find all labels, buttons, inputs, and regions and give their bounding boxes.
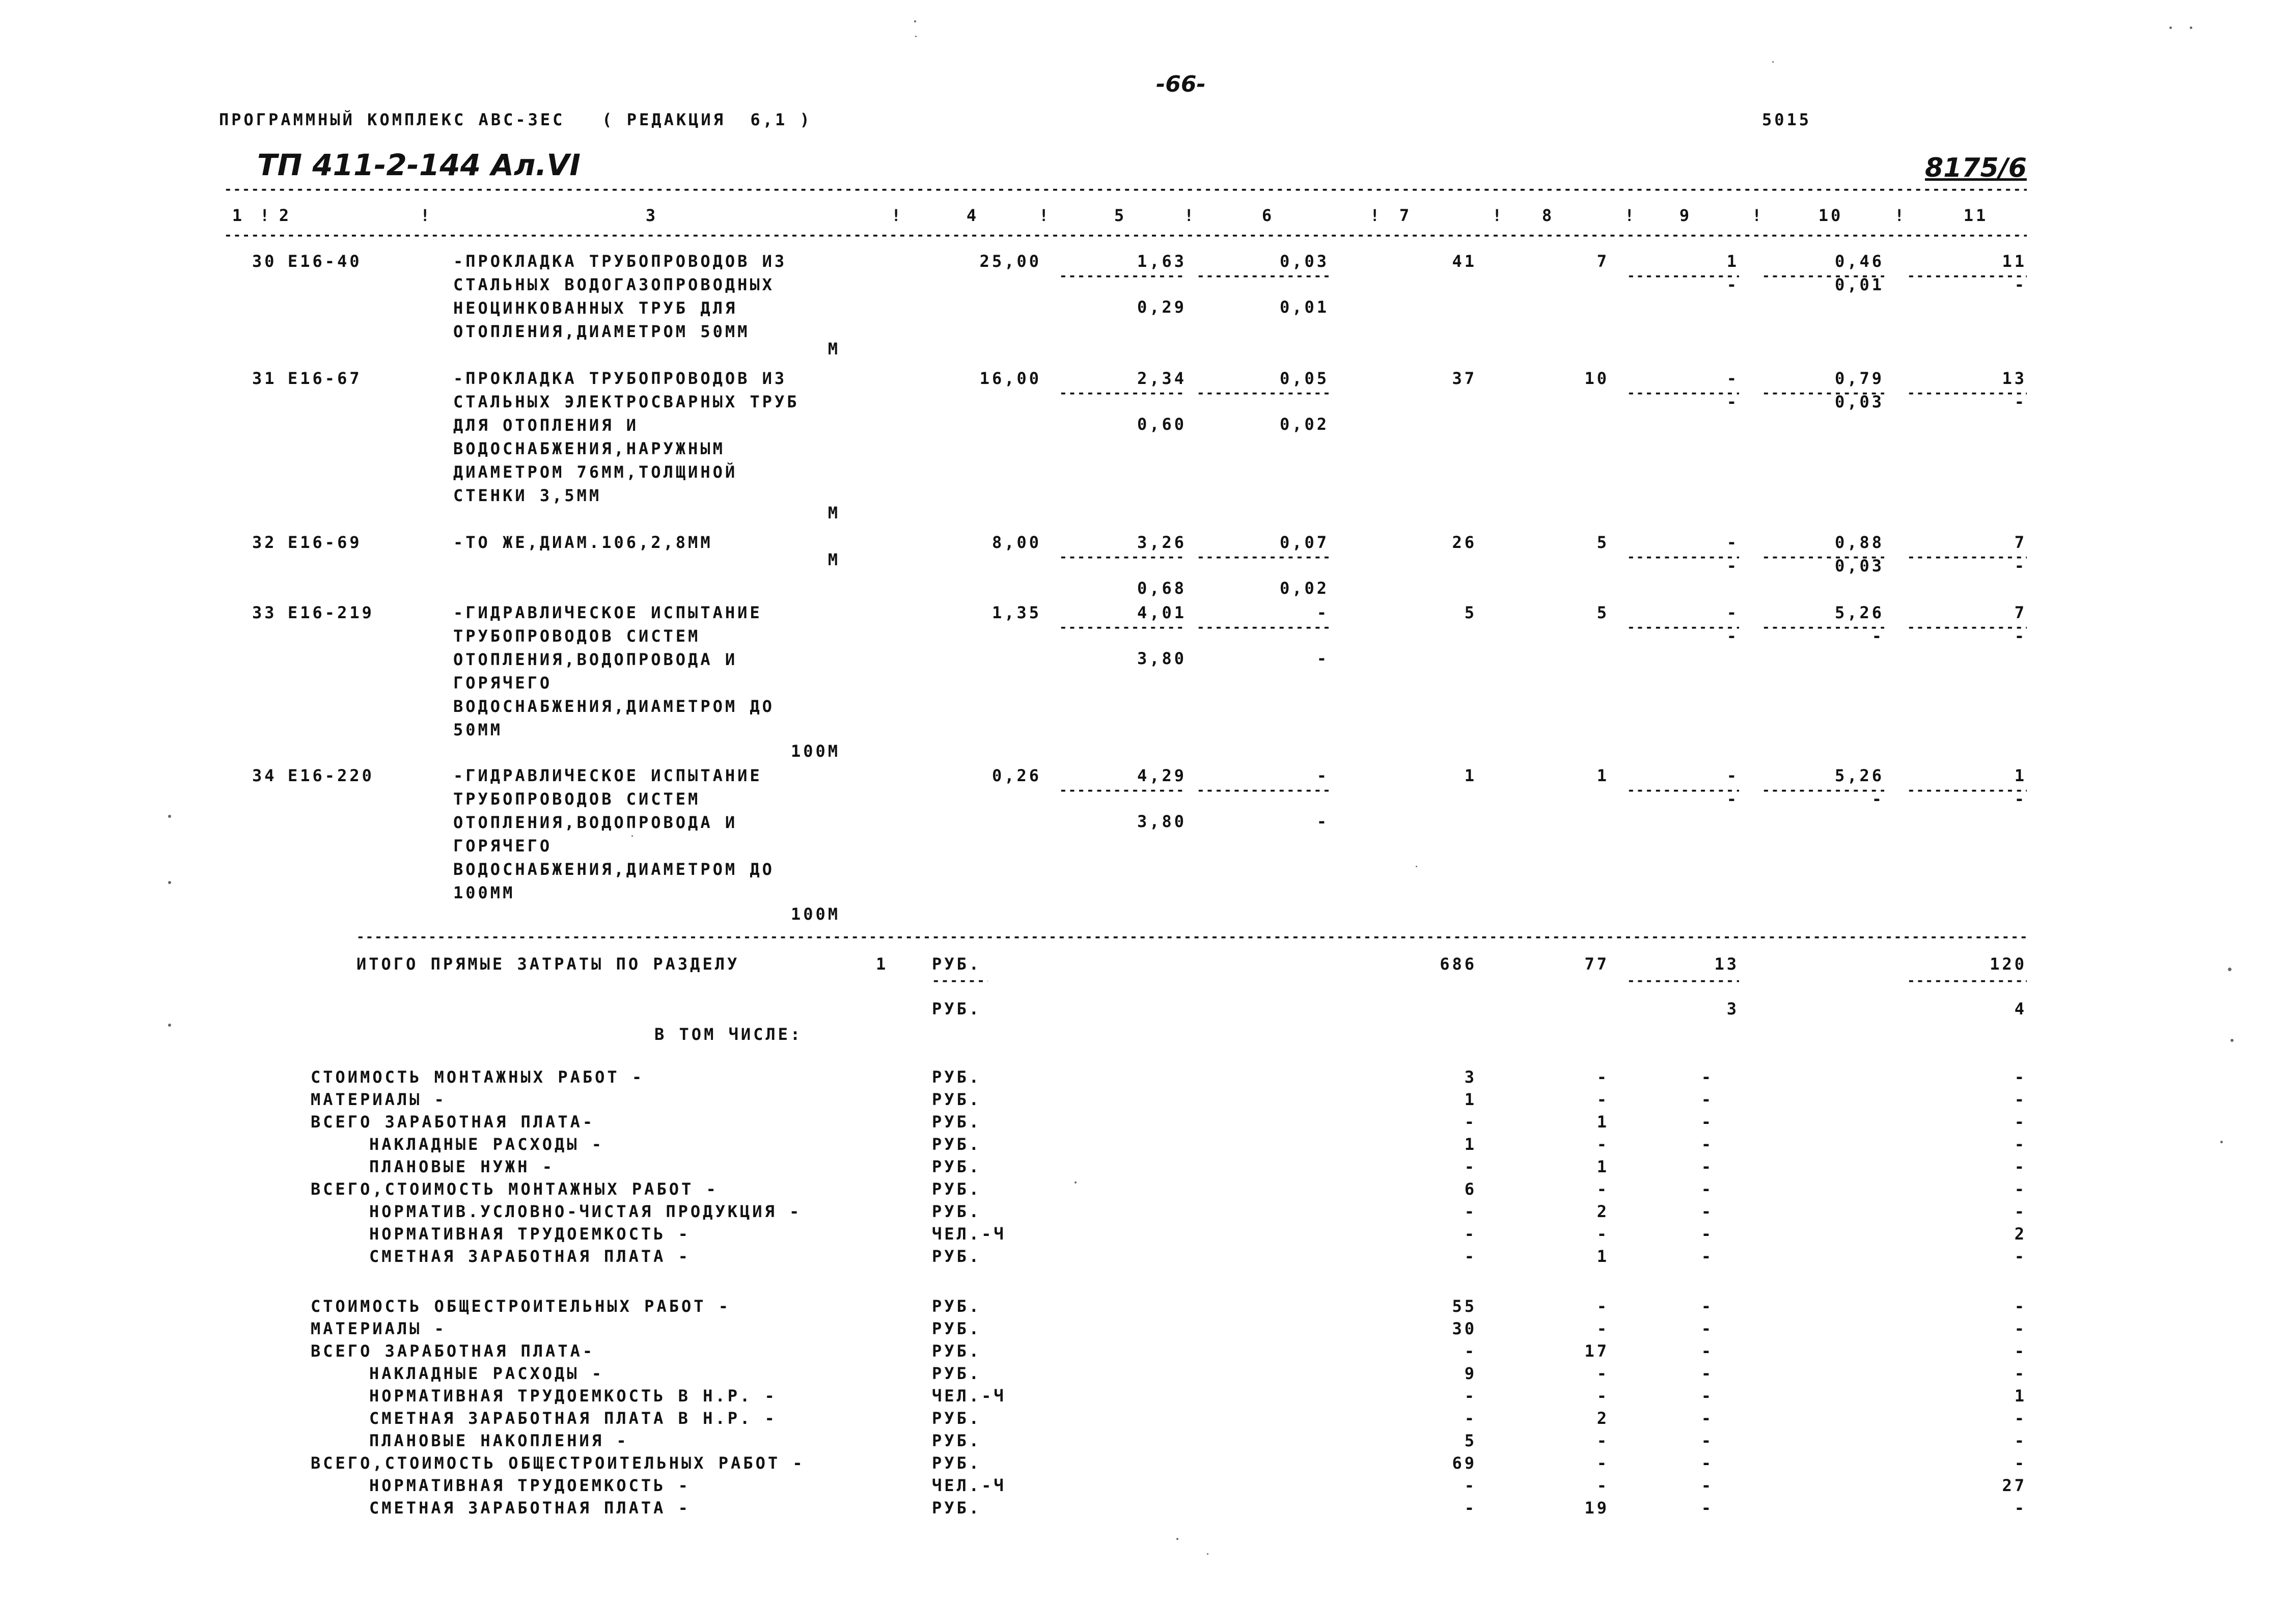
breakdown-col8: -	[1596, 1319, 1609, 1338]
row-col8: 10	[1584, 369, 1609, 388]
row-col10-top: 5,26	[1834, 603, 1884, 622]
row-description-line: -ПРОКЛАДКА ТРУБОПРОВОДОВ ИЗ	[453, 252, 787, 271]
breakdown-col9: -	[1701, 1476, 1714, 1495]
breakdown-unit: РУБ.	[932, 1067, 982, 1087]
row-code: Е16-220	[288, 766, 374, 785]
row-description-line: ОТОПЛЕНИЯ,ВОДОПРОВОДА И	[453, 813, 738, 832]
row-col11-top: 1	[2014, 766, 2027, 785]
breakdown-label: ВСЕГО,СТОИМОСТЬ МОНТАЖНЫХ РАБОТ -	[311, 1179, 719, 1199]
row-col10-bottom: -	[1871, 789, 1884, 809]
breakdown-unit: РУБ.	[932, 1157, 982, 1176]
row-col9-bottom: -	[1726, 392, 1739, 411]
row-col8: 5	[1596, 603, 1609, 622]
breakdown-col11: -	[2014, 1247, 2027, 1266]
row-description-line: -ТО ЖЕ,ДИАМ.106,2,8ММ	[453, 533, 713, 552]
row-col10-bottom: -	[1871, 626, 1884, 646]
breakdown-col7: -	[1464, 1341, 1477, 1361]
breakdown-col7: 3	[1464, 1067, 1477, 1087]
breakdown-label: СМЕТНАЯ ЗАРАБОТНАЯ ПЛАТА В Н.Р. -	[369, 1409, 777, 1428]
column-separator: !	[891, 206, 904, 225]
breakdown-col9: -	[1701, 1112, 1714, 1132]
row-quantity: 25,00	[979, 252, 1041, 271]
breakdown-unit: РУБ.	[932, 1364, 982, 1383]
row-col7: 37	[1452, 369, 1477, 388]
scan-speck	[168, 1024, 171, 1027]
row-col9-top: -	[1726, 533, 1739, 552]
row-col5-divider	[1059, 388, 1187, 398]
row-col6-divider	[1197, 785, 1329, 795]
breakdown-col8: 19	[1584, 1498, 1609, 1518]
row-col9-bottom: -	[1726, 275, 1739, 294]
breakdown-col9: -	[1701, 1247, 1714, 1266]
breakdown-unit: РУБ.	[932, 1090, 982, 1109]
page-number: -66-	[1156, 71, 1206, 97]
header-rule-bottom	[224, 230, 2027, 240]
breakdown-unit: РУБ.	[932, 1409, 982, 1428]
column-separator: !	[1624, 206, 1637, 225]
breakdown-col8: -	[1596, 1476, 1609, 1495]
row-col7: 5	[1464, 603, 1477, 622]
row-description-line: СТАЛЬНЫХ ВОДОГАЗОПРОВОДНЫХ	[453, 275, 775, 294]
breakdown-unit: РУБ.	[932, 1112, 982, 1132]
total-col9-divider	[1627, 976, 1739, 986]
breakdown-col7: 9	[1464, 1364, 1477, 1383]
breakdown-unit: РУБ.	[932, 1179, 982, 1199]
row-col10-bottom: 0,03	[1834, 392, 1884, 411]
breakdown-col7: 55	[1452, 1297, 1477, 1316]
total-label: ИТОГО ПРЯМЫЕ ЗАТРАТЫ ПО РАЗДЕЛУ	[356, 954, 740, 974]
row-col6-divider	[1197, 388, 1329, 398]
row-description-line: -ГИДРАВЛИЧЕСКОЕ ИСПЫТАНИЕ	[453, 766, 762, 785]
row-col5-top: 3,26	[1137, 533, 1187, 552]
row-col9-bottom: -	[1726, 789, 1739, 809]
row-col11-top: 7	[2014, 603, 2027, 622]
row-col5-bottom: 0,60	[1137, 415, 1187, 434]
row-description-line: -ПРОКЛАДКА ТРУБОПРОВОДОВ ИЗ	[453, 369, 787, 388]
total-col7: 686	[1440, 954, 1477, 974]
program-header: ПРОГРАММНЫЙ КОМПЛЕКС АВС-ЗЕС ( РЕДАКЦИЯ 6,1 )	[219, 110, 812, 129]
breakdown-col8: -	[1596, 1386, 1609, 1406]
breakdown-col11: -	[2014, 1431, 2027, 1450]
breakdown-col9: -	[1701, 1157, 1714, 1176]
breakdown-col8: -	[1596, 1431, 1609, 1450]
breakdown-col7: 6	[1464, 1179, 1477, 1199]
column-header-5: 5	[1114, 206, 1127, 225]
breakdown-unit: РУБ.	[932, 1135, 982, 1154]
breakdown-col11: -	[2014, 1341, 2027, 1361]
breakdown-col8: -	[1596, 1067, 1609, 1087]
breakdown-col11: 27	[2002, 1476, 2027, 1495]
scan-speck	[2190, 26, 2192, 29]
breakdown-col8: -	[1596, 1135, 1609, 1154]
row-description-line: ГОРЯЧЕГО	[453, 673, 553, 693]
row-unit: М	[828, 550, 840, 569]
row-description-line: 100ММ	[453, 883, 515, 902]
total-col11-top: 120	[1990, 954, 2027, 974]
breakdown-unit: РУБ.	[932, 1431, 982, 1450]
scan-speck	[2230, 1039, 2234, 1042]
breakdown-col8: -	[1596, 1179, 1609, 1199]
breakdown-col9: -	[1701, 1341, 1714, 1361]
breakdown-col9: -	[1701, 1090, 1714, 1109]
row-col5-top: 4,29	[1137, 766, 1187, 785]
breakdown-label: НОРМАТИВНАЯ ТРУДОЕМКОСТЬ В Н.Р. -	[369, 1386, 777, 1406]
row-col5-top: 1,63	[1137, 252, 1187, 271]
breakdown-col7: 1	[1464, 1090, 1477, 1109]
scan-speck	[914, 20, 916, 22]
column-header-9: 9	[1679, 206, 1692, 225]
breakdown-unit: РУБ.	[932, 1202, 982, 1221]
row-col10-top: 0,46	[1834, 252, 1884, 271]
row-col9-top: -	[1726, 369, 1739, 388]
breakdown-col11: -	[2014, 1090, 2027, 1109]
row-col5-divider	[1059, 271, 1187, 281]
row-col11-top: 7	[2014, 533, 2027, 552]
row-col7: 26	[1452, 533, 1477, 552]
row-col11-bottom: -	[2014, 392, 2027, 411]
scan-speck	[1207, 1553, 1208, 1555]
total-unit-1: РУБ.	[932, 954, 982, 974]
row-description-line: СТЕНКИ 3,5ММ	[453, 486, 602, 505]
breakdown-col8: 2	[1596, 1202, 1609, 1221]
row-description-line: ВОДОСНАБЖЕНИЯ,ДИАМЕТРОМ ДО	[453, 697, 775, 716]
row-quantity: 8,00	[991, 533, 1041, 552]
breakdown-col11: -	[2014, 1112, 2027, 1132]
breakdown-col9: -	[1701, 1498, 1714, 1518]
breakdown-col9: -	[1701, 1179, 1714, 1199]
row-col9-top: -	[1726, 766, 1739, 785]
breakdown-col8: -	[1596, 1224, 1609, 1244]
row-col11-bottom: -	[2014, 275, 2027, 294]
project-reference: ТП 411-2-144 Ал.VI	[257, 148, 581, 182]
breakdown-col11: 2	[2014, 1224, 2027, 1244]
breakdown-col9: -	[1701, 1364, 1714, 1383]
breakdown-col11: -	[2014, 1297, 2027, 1316]
breakdown-col11: -	[2014, 1179, 2027, 1199]
breakdown-col7: -	[1464, 1157, 1477, 1176]
breakdown-col7: -	[1464, 1386, 1477, 1406]
breakdown-label: СМЕТНАЯ ЗАРАБОТНАЯ ПЛАТА -	[369, 1247, 691, 1266]
row-col11-bottom: -	[2014, 626, 2027, 646]
row-number: 30	[252, 252, 277, 271]
breakdown-unit: РУБ.	[932, 1297, 982, 1316]
breakdown-col7: -	[1464, 1202, 1477, 1221]
breakdown-label: ВСЕГО,СТОИМОСТЬ ОБЩЕСТРОИТЕЛЬНЫХ РАБОТ -	[311, 1453, 805, 1473]
breakdown-col11: -	[2014, 1157, 2027, 1176]
row-code: Е16-219	[288, 603, 374, 622]
breakdown-col9: -	[1701, 1067, 1714, 1087]
breakdown-unit: ЧЕЛ.-Ч	[932, 1476, 1006, 1495]
scan-speck	[1416, 866, 1417, 867]
breakdown-unit: РУБ.	[932, 1341, 982, 1361]
document-code: 5015	[1762, 110, 1812, 129]
column-header-3: 3	[645, 206, 658, 225]
row-number: 34	[252, 766, 277, 785]
breakdown-col8: 1	[1596, 1112, 1609, 1132]
row-col8: 7	[1596, 252, 1609, 271]
breakdown-col11: -	[2014, 1498, 2027, 1518]
row-col11-bottom: -	[2014, 556, 2027, 575]
breakdown-col7: -	[1464, 1409, 1477, 1428]
breakdown-col9: -	[1701, 1135, 1714, 1154]
breakdown-label: СТОИМОСТЬ ОБЩЕСТРОИТЕЛЬНЫХ РАБОТ -	[311, 1297, 731, 1316]
row-col7: 1	[1464, 766, 1477, 785]
total-unit-divider	[932, 976, 988, 986]
breakdown-col7: -	[1464, 1112, 1477, 1132]
breakdown-col7: -	[1464, 1247, 1477, 1266]
breakdown-label: ВСЕГО ЗАРАБОТНАЯ ПЛАТА-	[311, 1341, 595, 1361]
row-unit: 100М	[790, 904, 840, 924]
row-code: Е16-67	[288, 369, 362, 388]
breakdown-col7: -	[1464, 1224, 1477, 1244]
row-description-line: ТРУБОПРОВОДОВ СИСТЕМ	[453, 626, 701, 646]
column-separator: !	[1752, 206, 1765, 225]
row-col5-bottom: 3,80	[1137, 649, 1187, 668]
header-rule-top	[224, 184, 2027, 195]
column-separator: !	[1370, 206, 1383, 225]
row-col6-bottom: 0,01	[1279, 297, 1329, 317]
column-separator: !	[260, 206, 272, 225]
column-header-6: 6	[1261, 206, 1275, 225]
breakdown-label: МАТЕРИАЛЫ -	[311, 1090, 447, 1109]
total-col9-top: 13	[1714, 954, 1739, 974]
row-quantity: 1,35	[991, 603, 1041, 622]
row-description-line: ОТОПЛЕНИЯ,ВОДОПРОВОДА И	[453, 650, 738, 669]
row-col10-top: 0,79	[1834, 369, 1884, 388]
row-col6-top: -	[1316, 766, 1329, 785]
scan-speck	[631, 835, 633, 837]
breakdown-col11: 1	[2014, 1386, 2027, 1406]
row-col6-bottom: 0,02	[1279, 415, 1329, 434]
breakdown-col9: -	[1701, 1409, 1714, 1428]
breakdown-label: ПЛАНОВЫЕ НУЖН -	[369, 1157, 555, 1176]
breakdown-col11: -	[2014, 1364, 2027, 1383]
row-col11-top: 11	[2002, 252, 2027, 271]
breakdown-col8: -	[1596, 1090, 1609, 1109]
row-code: Е16-69	[288, 533, 362, 552]
column-header-8: 8	[1541, 206, 1555, 225]
total-col11-bottom: 4	[2014, 999, 2027, 1019]
breakdown-col7: -	[1464, 1476, 1477, 1495]
row-description-line: ВОДОСНАБЖЕНИЯ,ДИАМЕТРОМ ДО	[453, 860, 775, 879]
breakdown-label: НОРМАТИВНАЯ ТРУДОЕМКОСТЬ -	[369, 1476, 691, 1495]
scan-speck	[1176, 1538, 1178, 1540]
row-col7: 41	[1452, 252, 1477, 271]
row-code: Е16-40	[288, 252, 362, 271]
breakdown-col11: -	[2014, 1202, 2027, 1221]
breakdown-label: НАКЛАДНЫЕ РАСХОДЫ -	[369, 1135, 604, 1154]
breakdown-col8: 1	[1596, 1247, 1609, 1266]
breakdown-col7: 5	[1464, 1431, 1477, 1450]
breakdown-unit: РУБ.	[932, 1453, 982, 1473]
scan-speck	[1075, 1181, 1077, 1183]
row-col10-top: 0,88	[1834, 533, 1884, 552]
breakdown-col8: -	[1596, 1364, 1609, 1383]
row-col5-divider	[1059, 622, 1187, 632]
breakdown-col8: -	[1596, 1297, 1609, 1316]
sheet-number: 8175/6	[1925, 153, 2027, 183]
total-col9-bottom: 3	[1726, 999, 1739, 1019]
breakdown-col11: -	[2014, 1409, 2027, 1428]
row-description-line: ГОРЯЧЕГО	[453, 836, 553, 856]
breakdown-col7: 69	[1452, 1453, 1477, 1473]
total-col8: 77	[1584, 954, 1609, 974]
row-col10-top: 5,26	[1834, 766, 1884, 785]
total-col11-divider	[1907, 976, 2027, 986]
row-col8: 1	[1596, 766, 1609, 785]
scan-speck	[168, 815, 171, 818]
scan-speck	[2169, 26, 2172, 29]
breakdown-col9: -	[1701, 1431, 1714, 1450]
row-col6-top: 0,07	[1279, 533, 1329, 552]
breakdown-label: МАТЕРИАЛЫ -	[311, 1319, 447, 1338]
row-col9-top: -	[1726, 603, 1739, 622]
row-col11-top: 13	[2002, 369, 2027, 388]
breakdown-col8: 1	[1596, 1157, 1609, 1176]
row-description-line: ДЛЯ ОТОПЛЕНИЯ И	[453, 416, 639, 435]
scan-speck	[2220, 1141, 2223, 1143]
breakdown-unit: РУБ.	[932, 1319, 982, 1338]
row-col9-top: 1	[1726, 252, 1739, 271]
row-col6-top: -	[1316, 603, 1329, 622]
breakdown-label: ПЛАНОВЫЕ НАКОПЛЕНИЯ -	[369, 1431, 629, 1450]
including-label: В ТОМ ЧИСЛЕ:	[654, 1025, 803, 1044]
row-col9-bottom: -	[1726, 626, 1739, 646]
breakdown-label: СМЕТНАЯ ЗАРАБОТНАЯ ПЛАТА -	[369, 1498, 691, 1518]
row-col5-top: 2,34	[1137, 369, 1187, 388]
column-header-1: 1	[232, 206, 245, 225]
breakdown-label: НАКЛАДНЫЕ РАСХОДЫ -	[369, 1364, 604, 1383]
breakdown-unit: ЧЕЛ.-Ч	[932, 1386, 1006, 1406]
breakdown-col9: -	[1701, 1297, 1714, 1316]
breakdown-label: ВСЕГО ЗАРАБОТНАЯ ПЛАТА-	[311, 1112, 595, 1132]
row-col5-bottom: 3,80	[1137, 812, 1187, 831]
row-number: 32	[252, 533, 277, 552]
scan-speck	[915, 36, 917, 37]
row-description-line: ВОДОСНАБЖЕНИЯ,НАРУЖНЫМ	[453, 439, 725, 458]
row-col6-divider	[1197, 622, 1329, 632]
row-quantity: 16,00	[979, 369, 1041, 388]
column-separator: !	[1039, 206, 1052, 225]
row-col6-bottom: -	[1316, 649, 1329, 668]
breakdown-col9: -	[1701, 1386, 1714, 1406]
column-header-10: 10	[1818, 206, 1843, 225]
column-separator: !	[1894, 206, 1907, 225]
breakdown-unit: РУБ.	[932, 1498, 982, 1518]
row-description-line: 50ММ	[453, 720, 503, 739]
breakdown-unit: ЧЕЛ.-Ч	[932, 1224, 1006, 1244]
breakdown-label: НОРМАТИВНАЯ ТРУДОЕМКОСТЬ -	[369, 1224, 691, 1244]
row-number: 31	[252, 369, 277, 388]
row-col6-bottom: 0,02	[1279, 579, 1329, 598]
breakdown-col9: -	[1701, 1319, 1714, 1338]
row-col6-divider	[1197, 552, 1329, 562]
row-col10-bottom: 0,03	[1834, 556, 1884, 575]
breakdown-col11: -	[2014, 1319, 2027, 1338]
row-description-line: ОТОПЛЕНИЯ,ДИАМЕТРОМ 50ММ	[453, 322, 750, 341]
column-header-2: 2	[279, 206, 292, 225]
row-col11-bottom: -	[2014, 789, 2027, 809]
breakdown-col8: -	[1596, 1453, 1609, 1473]
breakdown-col11: -	[2014, 1067, 2027, 1087]
breakdown-col7: 1	[1464, 1135, 1477, 1154]
column-header-4: 4	[966, 206, 979, 225]
row-quantity: 0,26	[991, 766, 1041, 785]
breakdown-col11: -	[2014, 1135, 2027, 1154]
row-unit: М	[828, 503, 840, 522]
breakdown-col9: -	[1701, 1453, 1714, 1473]
total-marker: 1	[876, 954, 889, 974]
row-col6-divider	[1197, 271, 1329, 281]
row-col6-bottom: -	[1316, 812, 1329, 831]
row-col5-bottom: 0,29	[1137, 297, 1187, 317]
breakdown-label: НОРМАТИВ.УСЛОВНО-ЧИСТАЯ ПРОДУКЦИЯ -	[369, 1202, 802, 1221]
breakdown-label: СТОИМОСТЬ МОНТАЖНЫХ РАБОТ -	[311, 1067, 645, 1087]
row-col5-top: 4,01	[1137, 603, 1187, 622]
row-description-line: НЕОЦИНКОВАННЫХ ТРУБ ДЛЯ	[453, 298, 738, 318]
column-separator: !	[1492, 206, 1505, 225]
row-col5-bottom: 0,68	[1137, 579, 1187, 598]
column-header-11: 11	[1963, 206, 1989, 225]
column-header-7: 7	[1399, 206, 1412, 225]
row-unit: М	[828, 339, 840, 359]
row-col10-bottom: 0,01	[1834, 275, 1884, 294]
row-number: 33	[252, 603, 277, 622]
column-separator: !	[420, 206, 433, 225]
row-col6-top: 0,05	[1279, 369, 1329, 388]
row-unit: 100М	[790, 741, 840, 761]
breakdown-col7: 30	[1452, 1319, 1477, 1338]
row-col8: 5	[1596, 533, 1609, 552]
scan-speck	[2228, 968, 2232, 971]
row-description-line: ДИАМЕТРОМ 76ММ,ТОЛЩИНОЙ	[453, 462, 738, 482]
row-col9-bottom: -	[1726, 556, 1739, 575]
row-col5-divider	[1059, 785, 1187, 795]
row-col6-top: 0,03	[1279, 252, 1329, 271]
row-description-line: СТАЛЬНЫХ ЭЛЕКТРОСВАРНЫХ ТРУБ	[453, 392, 800, 411]
breakdown-unit: РУБ.	[932, 1247, 982, 1266]
breakdown-col9: -	[1701, 1224, 1714, 1244]
total-rule	[356, 932, 2027, 942]
row-description-line: -ГИДРАВЛИЧЕСКОЕ ИСПЫТАНИЕ	[453, 603, 762, 622]
total-unit-2: РУБ.	[932, 999, 982, 1019]
scan-speck	[168, 881, 171, 884]
row-description-line: ТРУБОПРОВОДОВ СИСТЕМ	[453, 789, 701, 809]
row-col5-divider	[1059, 552, 1187, 562]
breakdown-col9: -	[1701, 1202, 1714, 1221]
column-separator: !	[1184, 206, 1197, 225]
breakdown-col8: 17	[1584, 1341, 1609, 1361]
scan-speck	[1772, 61, 1774, 63]
breakdown-col8: 2	[1596, 1409, 1609, 1428]
breakdown-col7: -	[1464, 1498, 1477, 1518]
breakdown-col11: -	[2014, 1453, 2027, 1473]
